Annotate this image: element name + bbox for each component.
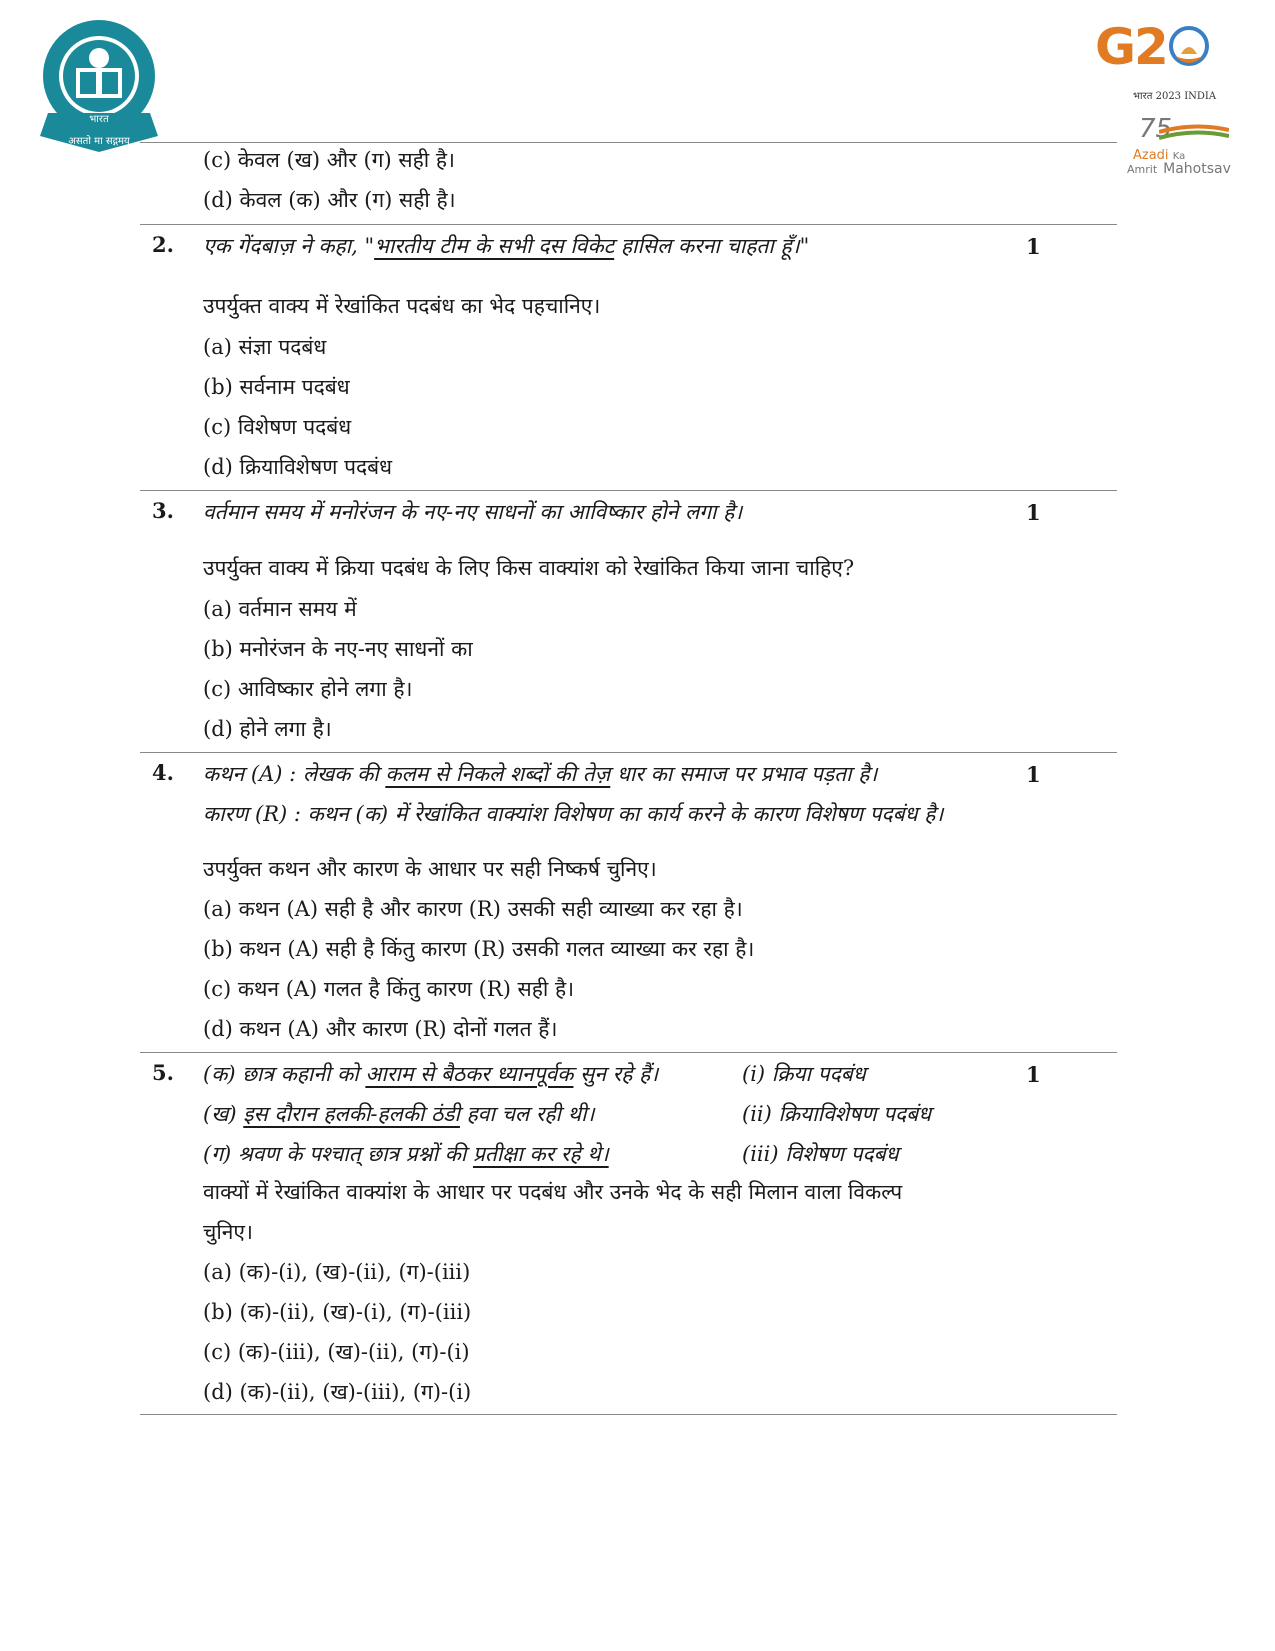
divider (140, 490, 1117, 491)
azadi-ka-amrit-mahotsav-logo: 75 Azadi Ka Amrit Mahotsav (1127, 114, 1231, 177)
q5-option-a: (a) (क)-(i), (ख)-(ii), (ग)-(iii) (203, 1260, 471, 1284)
q1-option-c: (c) केवल (ख) और (ग) सही है। (203, 148, 455, 172)
cbse-motto: असतो मा सद्गमय (68, 136, 130, 147)
divider (140, 224, 1117, 225)
q5-option-b: (b) (क)-(ii), (ख)-(i), (ग)-(iii) (203, 1300, 472, 1324)
q4-option-c: (c) कथन (A) गलत है किंतु कारण (R) सही है। (203, 977, 575, 1001)
q4-assertion: कथन (A) : लेखक की कलम से निकले शब्दों की तेज़ धार का समाज पर प्रभाव पड़ता है। (203, 762, 878, 786)
q5-number: 5. (152, 1060, 174, 1085)
q3-stem: वर्तमान समय में मनोरंजन के नए-नए साधनों का आविष्कार होने लगा है। (203, 500, 743, 524)
q2-mark: 1 (1026, 234, 1041, 259)
q2-question: उपर्युक्त वाक्य में रेखांकित पदबंध का भेद पहचानिए। (203, 294, 601, 318)
g20-text: G2 (1095, 18, 1167, 76)
divider (140, 1414, 1117, 1415)
g20-subtitle: भारत 2023 INDIA (1133, 91, 1217, 102)
q3-option-c: (c) आविष्कार होने लगा है। (203, 677, 413, 701)
q5-sentence-kha: (ख) इस दौरान हलकी-हलकी ठंडी हवा चल रही थी। (203, 1102, 595, 1126)
q5-question-line1: वाक्यों में रेखांकित वाक्यांश के आधार पर पदबंध और उनके भेद के सही मिलान वाला विकल्प (203, 1180, 903, 1204)
header-rule (140, 142, 1117, 143)
divider (140, 752, 1117, 753)
divider (140, 1052, 1117, 1053)
q3-question: उपर्युक्त वाक्य में क्रिया पदबंध के लिए किस वाक्यांश को रेखांकित किया जाना चाहिए? (203, 556, 855, 580)
q2-option-d: (d) क्रियाविशेषण पदबंध (203, 455, 393, 479)
q5-option-c: (c) (क)-(iii), (ख)-(ii), (ग)-(i) (203, 1340, 470, 1364)
q5-question-line2: चुनिए। (203, 1220, 254, 1244)
q3-option-b: (b) मनोरंजन के नए-नए साधनों का (203, 637, 473, 661)
q2-option-a: (a) संज्ञा पदबंध (203, 335, 327, 359)
q4-number: 4. (152, 760, 174, 785)
g20-logo (1095, 18, 1245, 177)
q4-reason: कारण (R) : कथन (क) में रेखांकित वाक्यांश विशेषण का कार्य करने के कारण विशेषण पदबंध है। (203, 802, 944, 826)
q4-mark: 1 (1026, 762, 1041, 787)
flag-swoosh-icon (1159, 124, 1229, 144)
q5-sentence-ga: (ग) श्रवण के पश्चात् छात्र प्रश्नों की प्रतीक्षा कर रहे थे। (203, 1142, 609, 1166)
cbse-logo (38, 18, 160, 158)
q2-number: 2. (152, 232, 174, 257)
globe-lotus-icon (1167, 26, 1211, 70)
q4-option-a: (a) कथन (A) सही है और कारण (R) उसकी सही व्याख्या कर रहा है। (203, 897, 743, 921)
q4-option-b: (b) कथन (A) सही है किंतु कारण (R) उसकी गलत व्याख्या कर रहा है। (203, 937, 755, 961)
q5-column-ii: (ii) क्रियाविशेषण पदबंध (742, 1102, 932, 1126)
q1-option-d: (d) केवल (क) और (ग) सही है। (203, 188, 456, 212)
q3-option-d: (d) होने लगा है। (203, 717, 332, 741)
q5-column-i: (i) क्रिया पदबंध (742, 1062, 866, 1086)
q2-stem: एक गेंदबाज़ ने कहा, "भारतीय टीम के सभी दस विकेट हासिल करना चाहता हूँ।" (203, 234, 810, 258)
q5-option-d: (d) (क)-(ii), (ख)-(iii), (ग)-(i) (203, 1380, 472, 1404)
q3-number: 3. (152, 498, 174, 523)
q5-mark: 1 (1026, 1062, 1041, 1087)
q3-mark: 1 (1026, 500, 1041, 525)
q2-option-b: (b) सर्वनाम पदबंध (203, 375, 350, 399)
q4-question: उपर्युक्त कथन और कारण के आधार पर सही निष्कर्ष चुनिए। (203, 857, 657, 881)
q3-option-a: (a) वर्तमान समय में (203, 597, 357, 621)
q5-sentence-ka: (क) छात्र कहानी को आराम से बैठकर ध्यानपूर्वक सुन रहे हैं। (203, 1062, 659, 1086)
q5-column-iii: (iii) विशेषण पदबंध (742, 1142, 899, 1166)
q4-option-d: (d) कथन (A) और कारण (R) दोनों गलत हैं। (203, 1017, 558, 1041)
q4-underlined: कलम से निकले शब्दों की तेज़ (385, 762, 611, 786)
cbse-bharat: भारत (89, 114, 109, 125)
q2-underlined: भारतीय टीम के सभी दस विकेट (374, 234, 615, 258)
q2-option-c: (c) विशेषण पदबंध (203, 415, 352, 439)
